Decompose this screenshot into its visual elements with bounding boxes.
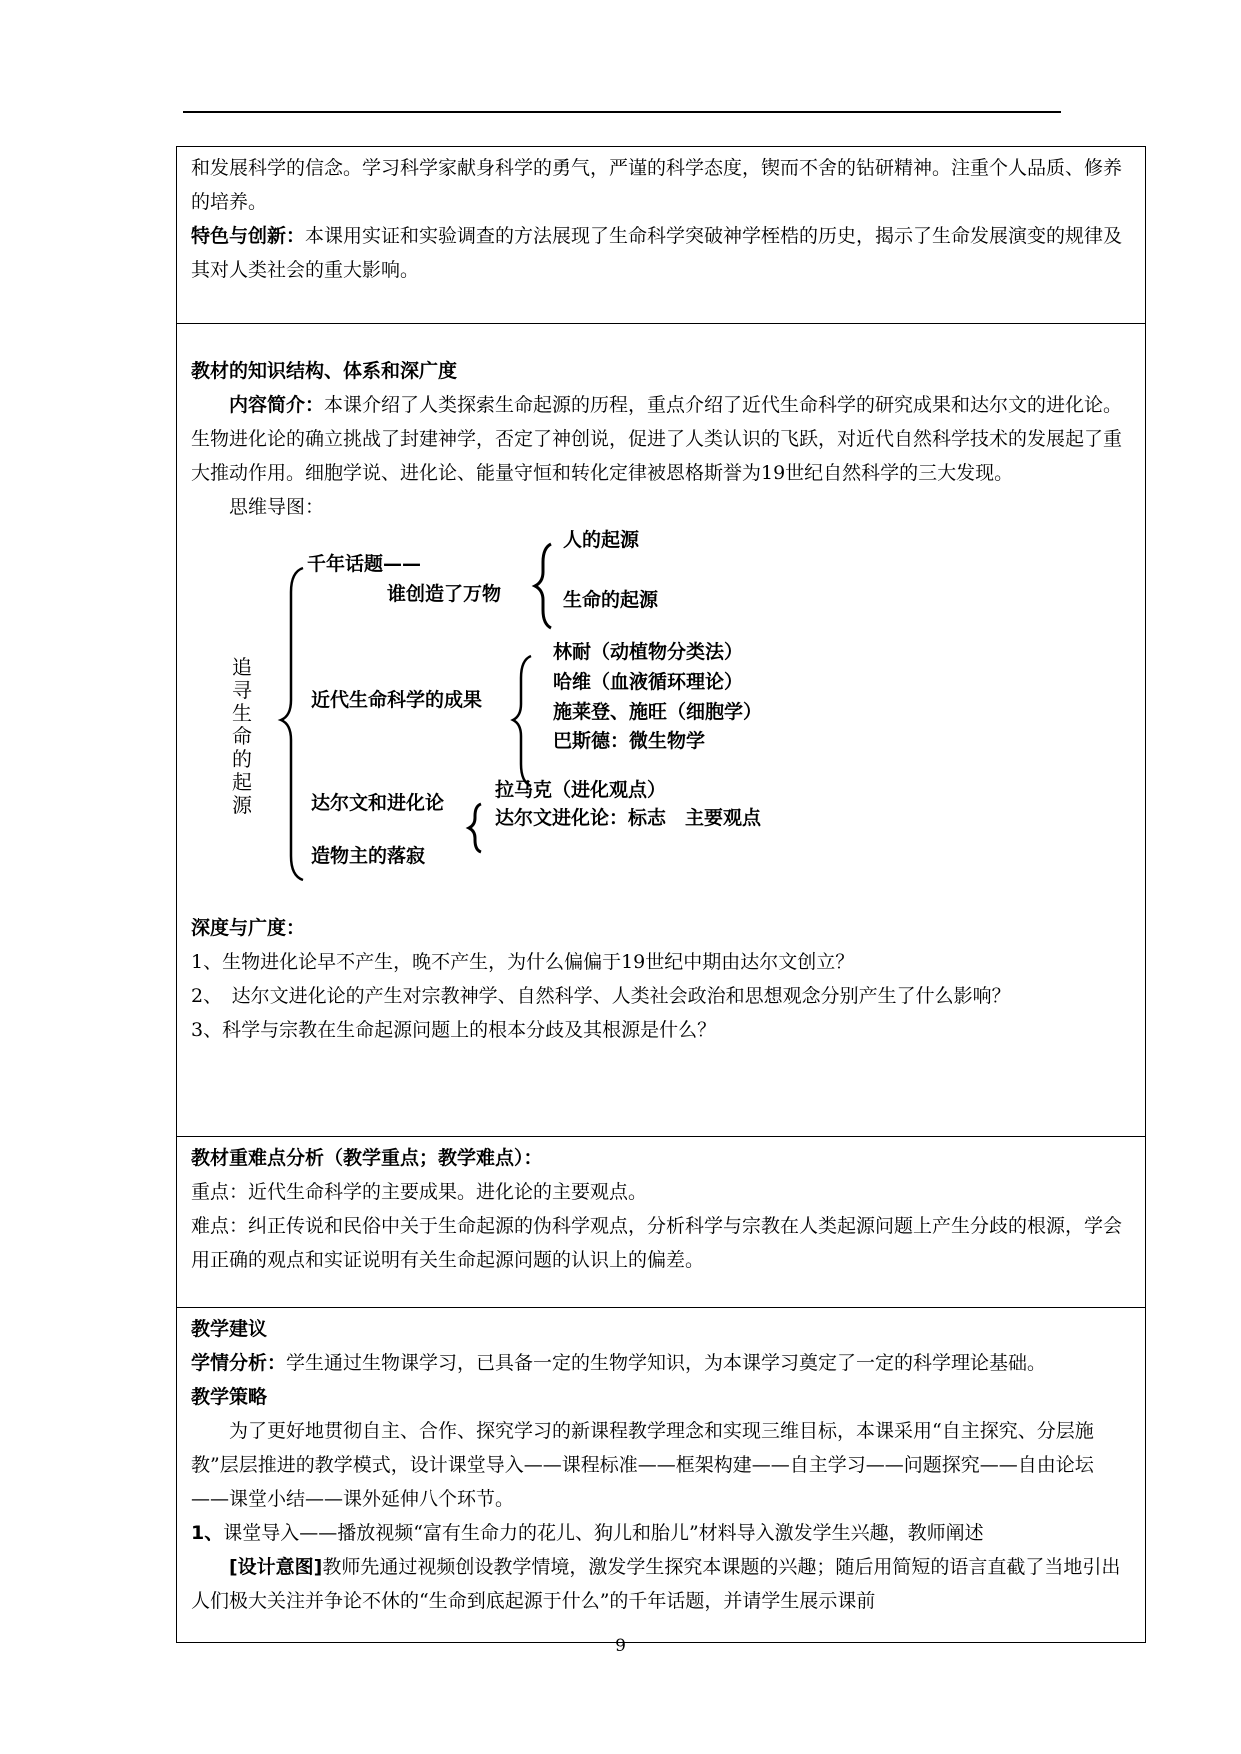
branch2-brace	[513, 656, 531, 786]
key-points: 重点：近代生命科学的主要成果。进化论的主要观点。	[191, 1181, 648, 1203]
branch3-item: 拉马克（进化观点）	[495, 779, 667, 801]
branch2-item: 林耐（动植物分类法）	[553, 641, 744, 663]
branch1-label: 千年话题——	[307, 553, 422, 575]
branch1-brace	[535, 544, 551, 628]
branch1-item: 生命的起源	[563, 589, 659, 611]
table-row	[177, 324, 1146, 1137]
feature-text: 本课用实证和实验调查的方法展现了生命科学突破神学桎梏的历史，揭示了生命发展演变的规律及其对人类社会的重大影响。	[191, 225, 1123, 281]
question-item: 2、 达尔文进化论的产生对宗教神学、自然科学、人类社会政治和思想观念分别产生了什么影响？	[191, 985, 1011, 1007]
branch2-label: 近代生命科学的成果	[311, 689, 483, 711]
strategy-label: 教学策略	[191, 1386, 268, 1408]
main-brace	[281, 568, 303, 880]
mind-map	[191, 528, 1131, 911]
question-item: 1、生物进化论早不产生，晚不产生，为什么偏偏于19世纪中期由达尔文创立？	[191, 951, 855, 973]
step1-text: 课堂导入——播放视频“富有生命力的花儿、狗儿和胎儿”材料导入激发学生兴趣，教师阐述	[223, 1522, 984, 1544]
design-label: [设计意图]	[229, 1556, 323, 1578]
mindmap-root: 追寻生命的起源	[232, 655, 252, 817]
goals-cell	[177, 147, 1146, 324]
step1-number: 1、	[191, 1522, 224, 1544]
knowledge-heading: 教材的知识结构、体系和深广度	[191, 360, 458, 382]
analysis-text: 学生通过生物课学习，已具备一定的生物学知识，为本课学习奠定了一定的科学理论基础。	[286, 1352, 1047, 1374]
table-row	[177, 1308, 1146, 1643]
branch3-brace	[469, 804, 481, 852]
branch2-item: 施莱登、施旺（细胞学）	[553, 701, 763, 723]
branch3-label: 达尔文和进化论	[311, 792, 445, 814]
teaching-advice-cell	[177, 1308, 1146, 1643]
page-number: 9	[615, 1636, 626, 1656]
mindmap-label: 思维导图：	[229, 496, 325, 518]
teaching-advice-heading: 教学建议	[191, 1318, 268, 1340]
branch2-item: 哈维（血液循环理论）	[553, 671, 744, 693]
branch1-sub-label: 谁创造了万物	[387, 583, 502, 605]
question-item: 3、科学与宗教在生命起源问题上的根本分歧及其根源是什么？	[191, 1019, 717, 1041]
depth-label: 深度与广度：	[191, 917, 306, 939]
goals-text: 和发展科学的信念。学习科学家献身科学的勇气，严谨的科学态度，锲而不舍的钻研精神。注重个人品质、修养的培养。	[191, 157, 1123, 213]
key-difficult-heading: 教材重难点分析（教学重点；教学难点）：	[191, 1147, 543, 1169]
intro-label: 内容简介：	[229, 394, 325, 416]
design-text: 教师先通过视频创设教学情境，激发学生探究本课题的兴趣；随后用简短的语言直截了当地引出人们极大关注并争论不休的“生命到底起源于什么”的千年话题，并请学生展示课前	[191, 1556, 1121, 1612]
branch1-item: 人的起源	[563, 529, 640, 551]
strategy-text: 为了更好地贯彻自主、合作、探究学习的新课程教学理念和实现三维目标，本课采用“自主探究、分层施教”层层推进的教学模式，设计课堂导入——课程标准——框架构建——自主学习——问题探究——自由论坛——课堂小结——课外延伸八个环节。	[191, 1420, 1094, 1510]
branch2-item: 巴斯德：微生物学	[553, 730, 706, 752]
intro-text: 本课介绍了人类探索生命起源的历程，重点介绍了近代生命科学的研究成果和达尔文的进化论。生物进化论的确立挑战了封建神学，否定了神创说，促进了人类认识的飞跃，对近代自然科学技术的发展起了重大推动作用。细胞学说、进化论、能量守恒和转化定律被恩格斯誉为19世纪自然科学的三大发现。	[191, 394, 1123, 484]
knowledge-structure-cell	[177, 324, 1146, 1137]
lesson-plan-table	[176, 146, 1146, 1643]
analysis-label: 学情分析：	[191, 1352, 287, 1374]
feature-label: 特色与创新：	[191, 225, 306, 247]
key-difficult-cell	[177, 1137, 1146, 1308]
difficult-points: 难点：纠正传说和民俗中关于生命起源的伪科学观点，分析科学与宗教在人类起源问题上产生分歧的根源，学会用正确的观点和实证说明有关生命起源问题的认识上的偏差。	[191, 1215, 1123, 1271]
branch3-item: 达尔文进化论：标志 主要观点	[495, 807, 762, 829]
table-row	[177, 1137, 1146, 1308]
branch4-label: 造物主的落寂	[311, 845, 426, 867]
header-rule	[183, 111, 1061, 113]
table-row	[177, 147, 1146, 324]
